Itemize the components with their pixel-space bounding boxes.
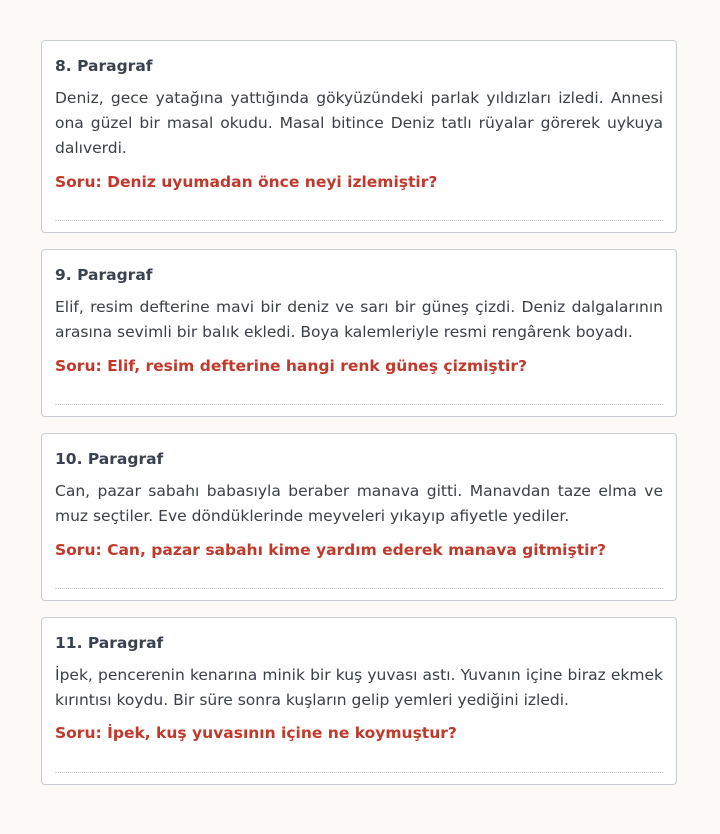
card-title: 10. Paragraf: [55, 450, 164, 468]
paragraph-card-11: [41, 617, 677, 785]
card-title: 11. Paragraf: [55, 634, 164, 652]
paragraph-card-8: [41, 40, 677, 233]
card-paragraph: Deniz, gece yatağına yattığında gökyüzündeki parlak yıldızları izledi. Annesi ona güzel bir masal okudu. Masal bitince Deniz tatlı rüyalar görerek uykuya dalıverdi.: [55, 89, 663, 157]
answer-line[interactable]: [55, 772, 663, 773]
paragraph-card-9: [41, 249, 677, 417]
answer-line[interactable]: [55, 404, 663, 405]
card-title: 8. Paragraf: [55, 57, 153, 75]
card-question: Soru: Can, pazar sabahı kime yardım ederek manava gitmiştir?: [55, 541, 607, 559]
answer-line[interactable]: [55, 588, 663, 589]
card-paragraph: Elif, resim defterine mavi bir deniz ve sarı bir güneş çizdi. Deniz dalgalarının arasına sevimli bir balık ekledi. Boya kalemleriyle resmi rengârenk boyadı.: [55, 298, 663, 341]
paragraph-card-10: [41, 433, 677, 601]
card-question: Soru: Elif, resim defterine hangi renk güneş çizmiştir?: [55, 357, 527, 375]
card-paragraph: İpek, pencerenin kenarına minik bir kuş yuvası astı. Yuvanın içine biraz ekmek kırıntısı koydu. Bir süre sonra kuşların gelip yemleri yediğini izledi.: [55, 666, 663, 709]
card-paragraph: Can, pazar sabahı babasıyla beraber manava gitti. Manavdan taze elma ve muz seçtiler. Eve döndüklerinde meyveleri yıkayıp afiyetle yediler.: [55, 482, 663, 525]
answer-line[interactable]: [55, 220, 663, 221]
card-question: Soru: Deniz uyumadan önce neyi izlemiştir?: [55, 173, 438, 191]
card-title: 9. Paragraf: [55, 266, 153, 284]
card-question: Soru: İpek, kuş yuvasının içine ne koymuştur?: [55, 724, 457, 742]
